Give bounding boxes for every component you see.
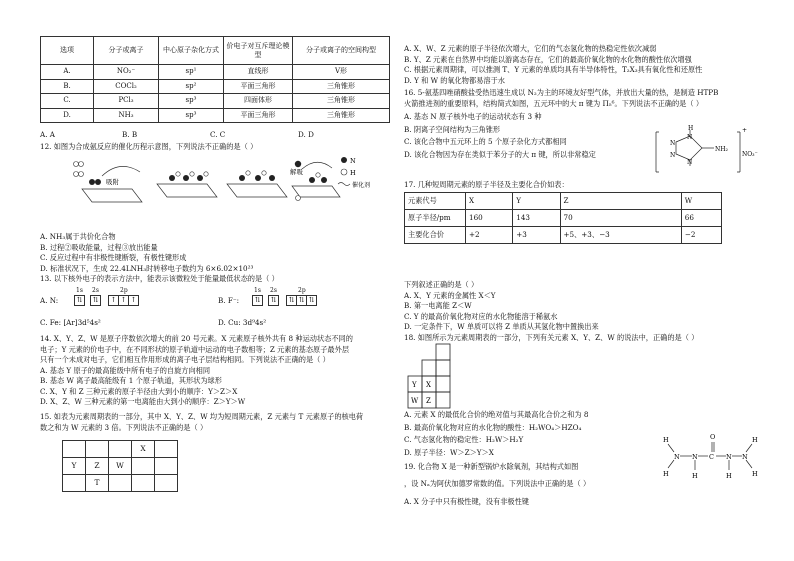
- grid-cell: [109, 475, 132, 492]
- cell: NO₂⁻: [94, 65, 159, 80]
- q15-periodic-grid: [62, 440, 178, 492]
- orbital-diagram-a: ⇅: [90, 295, 100, 306]
- option: D. X、Z、W 三种元素的第一电离能由大到小的顺序：Z＞Y＞W: [40, 397, 246, 406]
- element-x: X: [426, 381, 431, 389]
- cell: Y: [513, 193, 560, 210]
- aminotetrazolium-structure: [648, 124, 758, 180]
- element-w: W: [411, 397, 419, 405]
- grid-cell: W: [109, 458, 132, 475]
- option-b-label: B. F⁻:: [218, 296, 240, 305]
- option: D. D: [298, 130, 314, 139]
- cell: D.: [41, 108, 94, 123]
- grid-cell: [155, 475, 178, 492]
- q14: [40, 334, 390, 408]
- orb-label: 2p: [120, 287, 128, 294]
- q17-table: [404, 192, 722, 244]
- q16-line: 16. 5-氨基四唑硝酸盐受热迅速生成以 N₂为主的环境友好型气体，并放出大量的热，是制造 HTPB: [404, 88, 719, 97]
- cell: +3: [513, 227, 560, 244]
- cell: NH₃: [94, 108, 159, 123]
- grid-cell: [132, 475, 155, 492]
- amino-group: NH₂: [715, 146, 728, 153]
- cell: −2: [681, 227, 721, 244]
- option: A. A: [40, 130, 55, 139]
- q19-line: ，设 Nₐ为阿伏加德罗常数的值。下列说法中正确的是（ ）: [404, 478, 591, 488]
- atom-n: N: [687, 159, 693, 166]
- q14-line: 只有一个未成对电子，它们相互作用形成的离子电子层结构相同。下列说法不正确的是（ ）: [40, 355, 330, 364]
- desorb-label: 解吸: [290, 168, 303, 176]
- cell: 四面体形: [224, 94, 293, 109]
- cell: X: [466, 193, 513, 210]
- atom-n: N: [726, 453, 732, 461]
- option: D. Y 和 W 的氧化物都易溶于水: [404, 75, 505, 85]
- grid-cell: [155, 458, 178, 475]
- table-row: [41, 108, 390, 123]
- grid-cell: X: [132, 441, 155, 458]
- option: B. 过程②吸收能量，过程③放出能量: [40, 242, 158, 252]
- cell: PCl₃: [94, 94, 159, 109]
- cell: sp³: [159, 94, 224, 109]
- table-row: [405, 210, 722, 227]
- q11-header: 分子或离子的空间构型: [293, 37, 390, 65]
- q11-header: 价电子对互斥理论模型: [224, 37, 293, 65]
- atom-n: N: [687, 134, 693, 141]
- orb-label: 2s: [92, 287, 99, 294]
- option: A. X、Y 元素的金属性 X＜Y: [404, 290, 496, 300]
- grid-cell: [132, 458, 155, 475]
- q15-options: [404, 44, 756, 86]
- atom-h: H: [663, 436, 669, 444]
- atom-h: H: [688, 125, 694, 132]
- option: B. Y、Z 元素在自然界中均能以游离态存在，它们的最高价氧化物的水化物的酸性依次增强: [404, 54, 692, 64]
- element-z: Z: [426, 397, 431, 405]
- option: A. X、W、Z 元素的原子半径依次增大，它们的气态氢化物的热稳定性依次减弱: [404, 44, 657, 53]
- option: C. 气态氢化物的稳定性：H₂W＞H₂Y: [404, 435, 524, 444]
- orb-label: 1s: [254, 287, 261, 294]
- q14-line: 14. X、Y、Z、W 是原子序数依次增大的前 20 号元素。X 元素原子核外共有 8 种运动状态不同的: [40, 334, 353, 343]
- q15: [40, 412, 390, 433]
- carbohydrazide-structure: [660, 430, 760, 486]
- q18-periodic-grid: [406, 344, 466, 408]
- option: A. 基态 Y 原子的最高能级中所有电子的自旋方向相同: [40, 365, 211, 375]
- option: B. 阴离子空间结构为三角锥形: [404, 124, 501, 134]
- orbital-diagram-b: ⇅ ⇅ ⇅: [286, 295, 316, 306]
- cell: COCl₂: [94, 79, 159, 94]
- grid-cell: Y: [63, 458, 86, 475]
- atom-h: H: [752, 436, 758, 444]
- grid-cell: [155, 441, 178, 458]
- q13-stem: 13. 以下核外电子的表示方法中，能表示该微粒处于能量最低状态的是（ ）: [40, 274, 279, 283]
- option-c: C. Fe: [Ar]3d⁵4s²: [40, 318, 101, 327]
- cell: 三角锥形: [293, 94, 390, 109]
- q19-line: 19. 化合物 X 是一种新型锅炉水除氧剂，其结构式如图: [404, 462, 579, 471]
- charge-plus: +: [742, 127, 748, 134]
- q13-ab: [40, 286, 390, 316]
- option: C. X、Y 和 Z 三种元素的原子半径由大到小的顺序：Y＞Z＞X: [40, 386, 238, 396]
- atom-o: O: [710, 433, 716, 441]
- q13-cd: [40, 318, 390, 329]
- atom-c: C: [709, 453, 714, 461]
- option: C. 该化合物中五元环上的 5 个原子杂化方式都相同: [404, 137, 567, 146]
- atom-n: N: [674, 453, 680, 461]
- table-row: [405, 193, 722, 210]
- option: A. 元素 X 的最低化合价的绝对值与其最高化合价之和为 8: [404, 410, 589, 419]
- orb-label: 2p: [298, 287, 306, 294]
- legend-h: H: [350, 169, 356, 177]
- table-row: [405, 227, 722, 244]
- cell: V形: [293, 65, 390, 80]
- nitrate-ion: NO₃⁻: [742, 151, 758, 158]
- cell: 143: [513, 210, 560, 227]
- option: A. X 分子中只有极性键，没有非极性键: [404, 497, 529, 506]
- grid-cell: T: [86, 475, 109, 492]
- orb-label: 1s: [76, 287, 83, 294]
- q17-after: [404, 280, 756, 343]
- cell: W: [681, 193, 721, 210]
- option: C. 根据元素周期律，可以推测 T、Y 元素的单质均具有半导体特性，T₂X₃具有氧化性和还原性: [404, 65, 703, 74]
- q11-options: [40, 130, 390, 141]
- cell: 直线形: [224, 65, 293, 80]
- atom-n: N: [742, 453, 748, 461]
- grid-cell: [86, 441, 109, 458]
- grid-cell: Z: [86, 458, 109, 475]
- legend-n: N: [350, 157, 356, 165]
- atom-n: N: [692, 453, 698, 461]
- q16-line: 火箭推进剂的重要原料，结构简式如图，五元环中的大 π 键为 Π₅⁶。下列说法不正确的是（ ）: [404, 98, 704, 108]
- atom-n: N: [670, 140, 676, 147]
- atom-h: H: [692, 472, 698, 480]
- option-d: D. Cu: 3d⁹4s²: [218, 318, 267, 327]
- cell: 三角锥形: [293, 108, 390, 123]
- cell: C.: [41, 94, 94, 109]
- q16: [404, 88, 756, 109]
- option: D. 该化合物因为存在类似于苯分子的大 π 键，所以非常稳定: [404, 149, 596, 159]
- cell: sp³: [159, 108, 224, 123]
- legend-catalyst: 催化剂: [352, 182, 371, 189]
- option-a-label: A. N:: [40, 296, 59, 305]
- orbital-diagram-a: ↑ ↑ ↑: [108, 295, 138, 306]
- orbital-diagram-a: ⇅: [74, 295, 84, 306]
- option: C. 反应过程中有非极性键断裂，有极性键形成: [40, 253, 187, 262]
- orbital-diagram-b: ⇅: [268, 295, 278, 306]
- atom-n: N: [670, 152, 676, 159]
- q12-catalysis-diagram: [62, 154, 371, 210]
- grid-cell: [63, 441, 86, 458]
- q12-stem: 12. 如图为合成氨反应的催化历程示意图，下列说法不正确的是（ ）: [40, 142, 258, 151]
- option: D. 标准状况下，生成 22.4LNH₃时转移电子数约为 6×6.02×10²³: [40, 263, 254, 273]
- orb-label: 2s: [270, 287, 277, 294]
- atom-h: H: [726, 472, 732, 480]
- table-row: [41, 79, 390, 94]
- cell: A.: [41, 65, 94, 80]
- grid-cell: [109, 441, 132, 458]
- cell: 元素代号: [405, 193, 466, 210]
- option: D. 原子半径：W＞Z＞Y＞X: [404, 447, 494, 457]
- atom-h: H: [663, 470, 669, 478]
- cell: +2: [466, 227, 513, 244]
- q16-options: [404, 112, 644, 160]
- q11-header: 选项: [41, 37, 94, 65]
- cell: 160: [466, 210, 513, 227]
- adsorb-label: 吸附: [106, 178, 119, 186]
- q14-line: 电子；Y 元素的价电子中，在不同形状的原子轨道中运动的电子数相等；Z 元素的基态原子最外层: [40, 344, 350, 354]
- cell: 平面三角形: [224, 108, 293, 123]
- option: A. NH₃属于共价化合物: [40, 232, 116, 241]
- q19: [404, 462, 644, 508]
- table-row: [41, 65, 390, 80]
- option: C. C: [210, 130, 226, 139]
- q18-stem: 18. 如图所示为元素周期表的一部分，下列有关元素 X、Y、Z、W 的说法中，正确的是（ ）: [404, 332, 699, 342]
- option: B. 第一电离能 Z＜W: [404, 301, 472, 310]
- cell: B.: [41, 79, 94, 94]
- q11-header: 分子或离子: [94, 37, 159, 65]
- option: C. Y 的最高价氧化物对应的水化物能溶于稀氨水: [404, 311, 558, 321]
- cell: 主要化合价: [405, 227, 466, 244]
- cell: sp¹: [159, 65, 224, 80]
- cell: sp²: [159, 79, 224, 94]
- option: B. B: [122, 130, 138, 139]
- cell: 平面三角形: [224, 79, 293, 94]
- orbital-diagram-b: ⇅: [252, 295, 262, 306]
- q15-line: 数之和为 W 元素的 3 倍。下列说法不正确的是（ ）: [40, 422, 208, 432]
- cell: +5、+3、−3: [560, 227, 681, 244]
- cell: 原子半径/pm: [405, 210, 466, 227]
- grid-cell: [63, 475, 86, 492]
- q17-post: 下列叙述正确的是（ ）: [404, 280, 479, 289]
- option: B. 最高价氧化物对应的水化物的酸性：H₂WO₄＞HZO₄: [404, 422, 582, 432]
- q11-table: [40, 36, 390, 123]
- table-row: [41, 94, 390, 109]
- q17-stem: 17. 几种短周期元素的原子半径及主要化合价如表：: [404, 180, 569, 189]
- q15-line: 15. 如表为元素周期表的一部分，其中 X、Y、Z、W 均为短周期元素，Z 元素与 T 元素原子的核电荷: [40, 412, 364, 421]
- cell: 三角锥形: [293, 79, 390, 94]
- option: B. 基态 W 离子最高能级有 1 个原子轨道，其形状为球形: [40, 376, 222, 385]
- q11-header: 中心原子杂化方式: [159, 37, 224, 65]
- cell: Z: [560, 193, 681, 210]
- option: D. 一定条件下，W 单质可以将 Z 单质从其氢化物中置换出来: [404, 322, 599, 331]
- element-y: Y: [412, 381, 417, 389]
- cell: 66: [681, 210, 721, 227]
- atom-h: H: [752, 470, 758, 478]
- cell: 70: [560, 210, 681, 227]
- option: A. 基态 N 原子核外电子的运动状态有 3 种: [404, 112, 542, 121]
- q12-options: [40, 232, 390, 274]
